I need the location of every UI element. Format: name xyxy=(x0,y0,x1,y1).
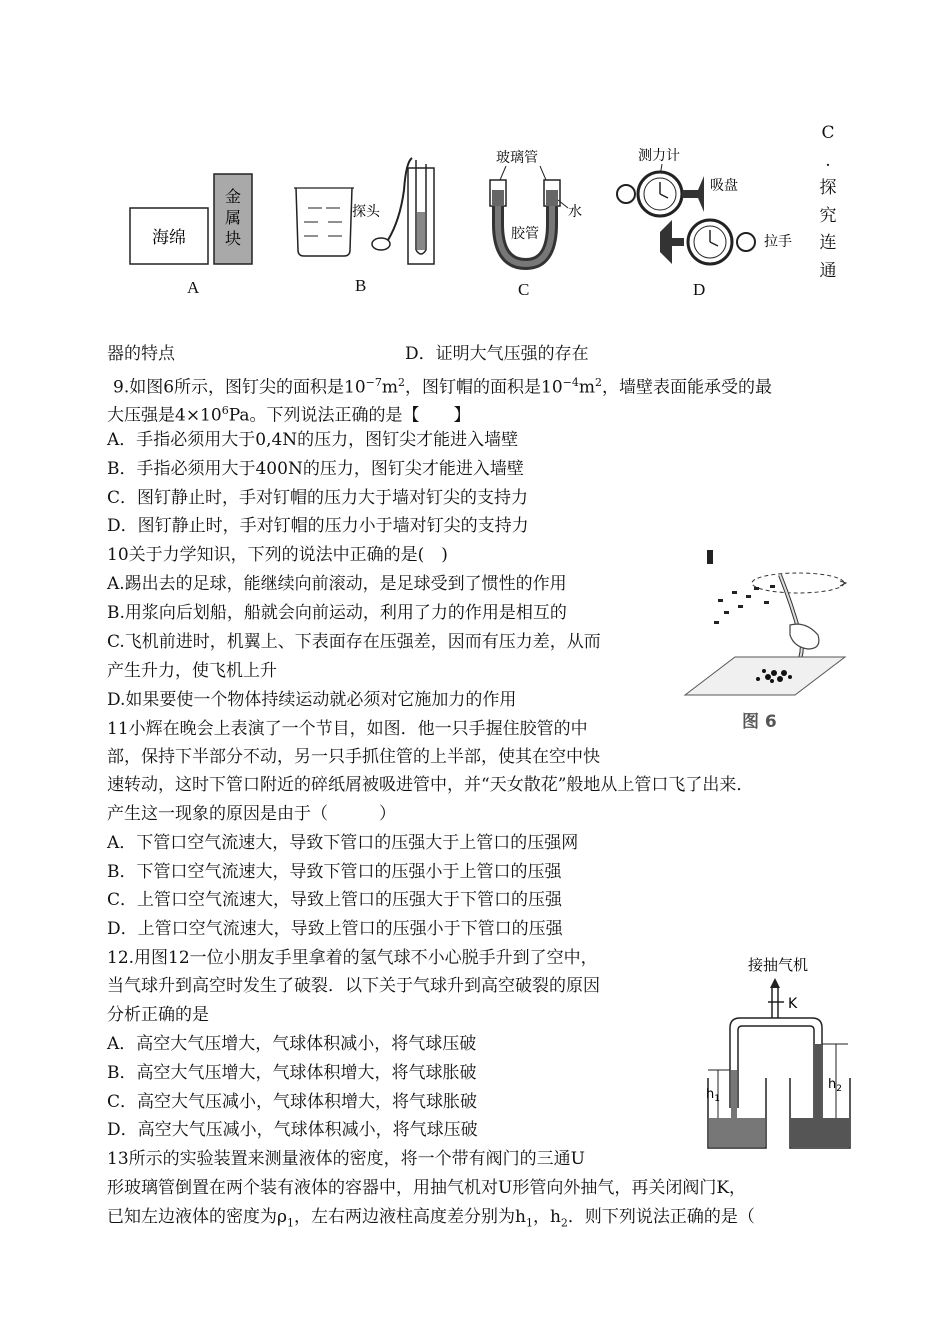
dynamometer-label: 测力计 xyxy=(638,148,680,164)
vchar: 连 xyxy=(819,233,837,253)
text-line: D．证明大气压强的存在 xyxy=(405,344,589,364)
figure-b-label: B xyxy=(355,276,367,295)
vchar: . xyxy=(825,150,831,171)
valve-label: K xyxy=(788,996,798,1012)
h1-label: $h_1$ xyxy=(706,1087,720,1104)
q11-stem-3: 速转动，这时下管口附近的碎纸屑被吸进管中，并“天女散花”般地从上管口飞了出来． xyxy=(107,775,754,795)
figure-d-label: D xyxy=(693,280,706,299)
figure-c-label: C xyxy=(518,280,530,299)
q12-option-b: B．高空大气压增大，气球体积增大，将气球胀破 xyxy=(107,1063,477,1083)
q13-stem-2: 形玻璃管倒置在两个装有液体的容器中，用抽气机对U形管向外抽气，再关闭阀门K， xyxy=(107,1178,747,1198)
probe-label: 探头 xyxy=(352,204,380,220)
glass-tube-label: 玻璃管 xyxy=(496,150,538,166)
water-label: 水 xyxy=(568,204,582,220)
vchar: 探 xyxy=(819,178,837,198)
q9-option-a: A．手指必须用大于0,4N的压力，图钉尖才能进入墙壁 xyxy=(107,430,519,450)
figure-12 xyxy=(700,948,860,1158)
q12-option-d: D．高空大气压减小，气球体积减小，将气球压破 xyxy=(107,1120,478,1140)
q9-option-d: D．图钉静止时，手对钉帽的压力小于墙对钉尖的支持力 xyxy=(107,516,529,536)
figure-d xyxy=(612,140,812,280)
q10-stem: 10关于力学知识，下列的说法中正确的是( ) xyxy=(107,545,448,565)
q11-option-d: D．上管口空气流速大，导致上管口的压强小于下管口的压强 xyxy=(107,919,563,939)
q11-stem-1: 11小辉在晚会上表演了一个节目，如图．他一只手握住胶管的中 xyxy=(107,719,588,739)
q12-option-a: A．高空大气压增大，气球体积减小，将气球压破 xyxy=(107,1034,477,1054)
q11-stem-4: 产生这一现象的原因是由于（ ） xyxy=(107,804,396,824)
q11-option-b: B．下管口空气流速大，导致下管口的压强小于上管口的压强 xyxy=(107,862,562,882)
q9-line-2: 大压强是$4\times 10^6Pa$。下列说法正确的是【 】 xyxy=(107,404,471,426)
q12-stem-3: 分析正确的是 xyxy=(107,1005,209,1025)
sponge-label: 海绵 xyxy=(152,228,186,248)
text-line: 器的特点 xyxy=(107,344,175,364)
figure-6 xyxy=(680,545,850,735)
q9-line-1: 9.如图6所示，图钉尖的面积是$10^{-7}m^2$，图钉帽的面积是$10^{-4}m^2$，墙壁表面能承受的最 xyxy=(113,376,772,398)
metal-label-1: 金 xyxy=(224,187,242,206)
q9-option-b: B．手指必须用大于400N的压力，图钉尖才能进入墙壁 xyxy=(107,459,524,479)
figure-a xyxy=(125,170,260,270)
metal-label-3: 块 xyxy=(224,229,242,248)
q10-option-c-2: 产生升力，使飞机上升 xyxy=(107,661,277,681)
option-c-vertical xyxy=(816,120,840,285)
q12-stem-1: 12.用图12一位小朋友手里拿着的氢气球不小心脱手升到了空中， xyxy=(107,948,598,968)
q9-option-c: C．图钉静止时，手对钉帽的压力大于墙对钉尖的支持力 xyxy=(107,488,529,508)
q12-option-c: C．高空大气压减小，气球体积增大，将气球胀破 xyxy=(107,1092,478,1112)
pump-label: 接抽气机 xyxy=(748,956,809,974)
vchar: 通 xyxy=(819,260,837,281)
vchar: C xyxy=(821,123,835,143)
q13-stem-3: 已知左边液体的密度为$\rho_1$，左右两边液柱高度差分别为$h_1$，$h_2$．则下列说法正确的是（ xyxy=(107,1207,755,1230)
q10-option-c-1: C.飞机前进时，机翼上、下表面存在压强差，因而有压力差，从而 xyxy=(107,632,601,652)
q13-stem-1: 13所示的实验装置来测量液体的密度，将一个带有阀门的三通U xyxy=(107,1149,585,1169)
q11-stem-2: 部，保持下半部分不动，另一只手抓住管的上半部，使其在空中快 xyxy=(107,747,600,767)
figure-a-label: A xyxy=(187,278,200,297)
q11-option-a: A．下管口空气流速大，导致下管口的压强大于上管口的压强网 xyxy=(107,833,579,853)
figure-c xyxy=(478,140,593,280)
rubber-tube-label: 胶管 xyxy=(511,226,539,242)
figure-6-label: 图 6 xyxy=(742,712,777,732)
q10-option-b: B.用浆向后划船，船就会向前运动，利用了力的作用是相互的 xyxy=(107,603,567,623)
metal-label-2: 属 xyxy=(224,208,242,227)
q12-stem-2: 当气球升到高空时发生了破裂．以下关于气球升到高空破裂的原因 xyxy=(107,976,600,996)
vchar: 究 xyxy=(819,205,837,226)
handle-label: 拉手 xyxy=(764,234,792,250)
q10-option-d: D.如果要使一个物体持续运动就必须对它施加力的作用 xyxy=(107,690,517,710)
h2-label: $h_2$ xyxy=(828,1077,842,1094)
q11-option-c: C．上管口空气流速大，导致上管口的压强大于下管口的压强 xyxy=(107,890,563,910)
suction-cup-label: 吸盘 xyxy=(710,178,738,194)
figure-b xyxy=(288,150,443,270)
q10-option-a: A.踢出去的足球，能继续向前滚动，是足球受到了惯性的作用 xyxy=(107,574,567,594)
